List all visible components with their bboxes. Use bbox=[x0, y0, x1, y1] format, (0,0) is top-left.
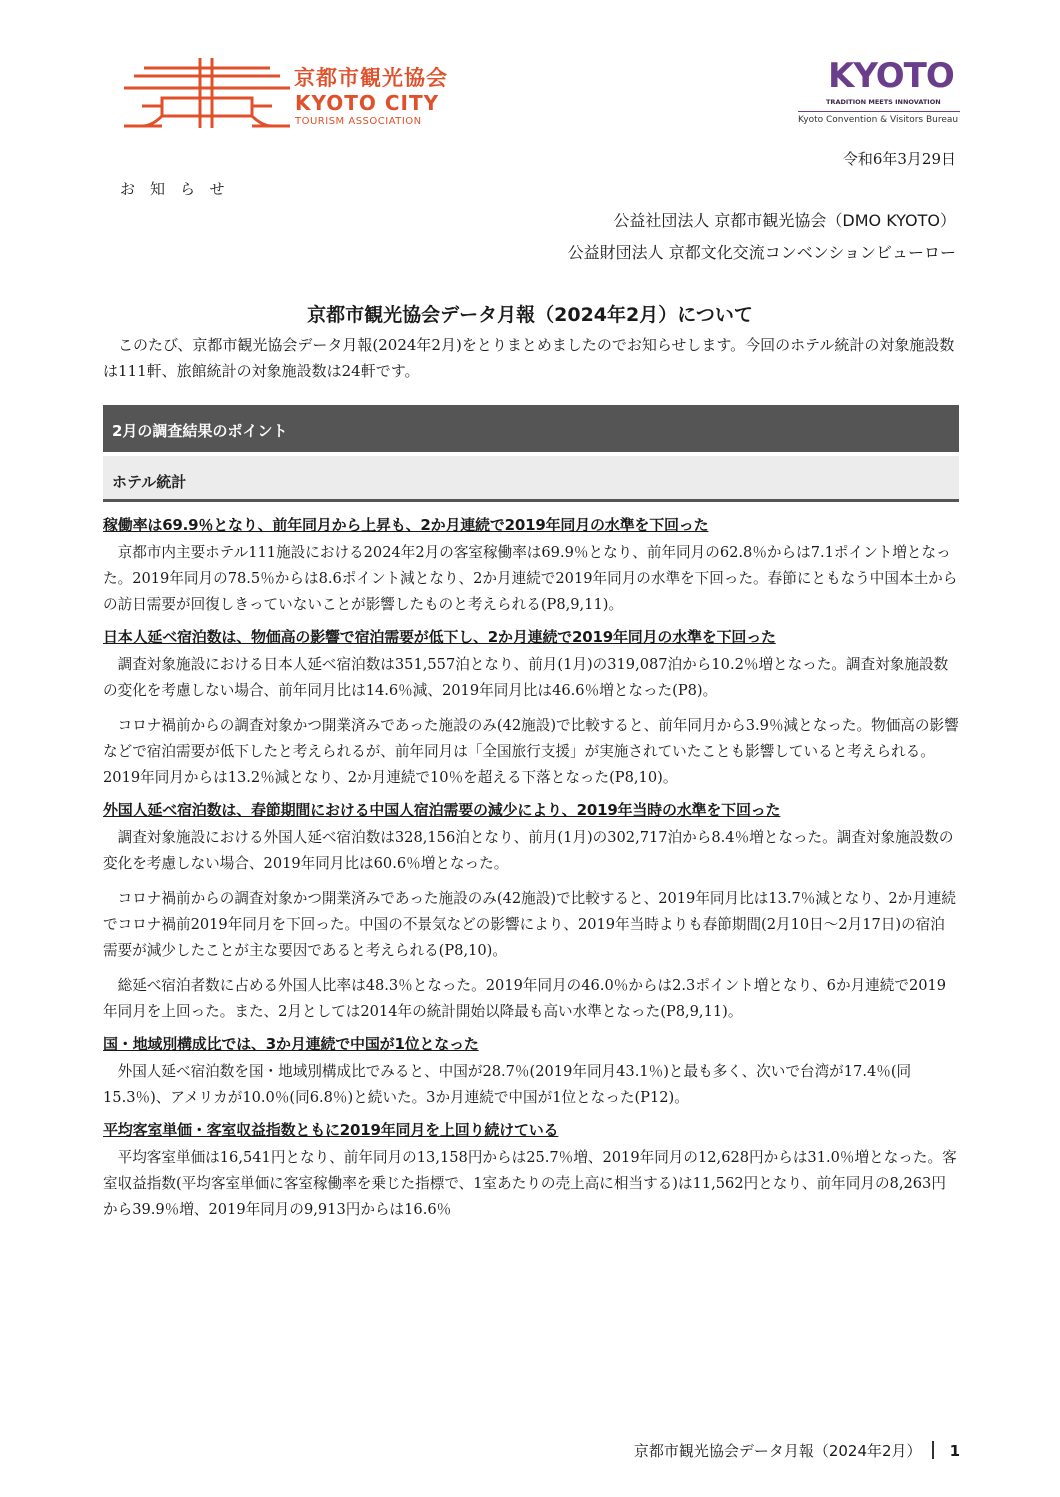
logo-name-jp: 京都市観光協会 bbox=[294, 66, 448, 90]
finding-paragraph: コロナ禍前からの調査対象かつ開業済みであった施設のみ(42施設)で比較すると、2019年同月比は13.7％減となり、2か月連続でコロナ禍前2019年同月を下回った。中国の不景気などの影響により、2019年当時よりも春節期間(2月10日～2月17日)の宿泊需要が減少したことが主な要因であると考えられる(P8,10)。 bbox=[103, 890, 957, 959]
finding-heading: 稼働率は69.9％となり、前年同月から上昇も、2か月連続で2019年同月の水準を下回った bbox=[103, 516, 709, 534]
section-band bbox=[103, 405, 959, 452]
kyoto-convention-bureau-logo bbox=[790, 56, 960, 130]
kyoto-city-tourism-emblem-icon bbox=[122, 58, 292, 130]
finding-paragraph: コロナ禍前からの調査対象かつ開業済みであった施設のみ(42施設)で比較すると、前年同月から3.9％減となった。物価高の影響などで宿泊需要が低下したと考えられるが、前年同月は「全国旅行支援」が実施されていたことも影響していると考えられる。2019年同月からは13.2％減となり、2か月連続で10％を超える下落となった(P8,10)。 bbox=[103, 717, 959, 786]
page-number: 1 bbox=[949, 1442, 960, 1460]
finding-paragraph: 調査対象施設における日本人延べ宿泊数は351,557泊となり、前月(1月)の319,087泊から10.2％増となった。調査対象施設数の変化を考慮しない場合、前年同月比は14.6％減、2019年同月比は46.6％増となった(P8)。 bbox=[103, 656, 949, 699]
logo-bureau-name: Kyoto Convention & Visitors Bureau bbox=[798, 115, 959, 125]
finding-occupancy bbox=[103, 512, 959, 618]
finding-paragraph: 総延べ宿泊者数に占める外国人比率は48.3％となった。2019年同月の46.0％からは2.3ポイント増となり、6か月連続で2019年同月を上回った。また、2月としては2014年の統計開始以降最も高い水準となった(P8,9,11)。 bbox=[103, 977, 947, 1020]
logo-tagline: TRADITION MEETS INNOVATION bbox=[826, 98, 941, 106]
kyoto-wordmark: KYOTO bbox=[828, 56, 954, 96]
finding-room-rate bbox=[103, 1117, 959, 1223]
intro-text bbox=[103, 332, 959, 384]
issuer-2: 公益財団法人 京都文化交流コンベンションビューロー bbox=[567, 243, 956, 262]
finding-foreign-guests bbox=[103, 797, 959, 1025]
finding-paragraph: 京都市内主要ホテル111施設における2024年2月の客室稼働率は69.9％となり、前年同月の62.8％からは7.1ポイント増となった。2019年同月の78.5％からは8.6ポイント減となり、2か月連続で2019年同月の水準を下回った。春節にともなう中国本土からの訪日需要が回復しきっていないことが影響したものと考えられる(P8,9,11)。 bbox=[103, 544, 958, 613]
finding-heading: 日本人延べ宿泊数は、物価高の影響で宿泊需要が低下し、2か月連続で2019年同月の水準を下回った bbox=[103, 628, 776, 646]
finding-paragraph: 調査対象施設における外国人延べ宿泊数は328,156泊となり、前月(1月)の302,717泊から8.4％増となった。調査対象施設数の変化を考慮しない場合、2019年同月比は60.6％増となった。 bbox=[103, 829, 954, 872]
footer-label: 京都市観光協会データ月報（2024年2月） bbox=[633, 1442, 922, 1460]
notice-label: お知らせ bbox=[120, 180, 240, 198]
logo-name-en-sub: TOURISM ASSOCIATION bbox=[295, 116, 422, 127]
subsection-band-label: ホテル統計 bbox=[112, 473, 187, 491]
issuer-1: 公益社団法人 京都市観光協会（DMO KYOTO） bbox=[613, 211, 956, 230]
intro-paragraph: このたび、京都市観光協会データ月報(2024年2月)をとりまとめましたのでお知らせします。今回のホテル統計の対象施設数は111軒、旅館統計の対象施設数は24軒です。 bbox=[103, 336, 955, 380]
footer-separator bbox=[932, 1441, 934, 1459]
finding-heading: 平均客室単価・客室収益指数ともに2019年同月を上回り続けている bbox=[103, 1121, 559, 1139]
document-title: 京都市観光協会データ月報（2024年2月）について bbox=[307, 304, 753, 326]
findings-body bbox=[103, 512, 959, 1229]
page-footer bbox=[634, 1440, 960, 1461]
section-band-label: 2月の調査結果のポイント bbox=[112, 422, 288, 440]
finding-country-share bbox=[103, 1031, 959, 1111]
logo-divider bbox=[798, 111, 960, 112]
kyoto-city-tourism-association-logo bbox=[122, 58, 482, 130]
finding-paragraph: 外国人延べ宿泊数を国・地域別構成比でみると、中国が28.7％(2019年同月43.1％)と最も多く、次いで台湾が17.4％(同15.3％)、アメリカが10.0％(同6.8％)と続いた。3か月連続で中国が1位となった(P12)。 bbox=[103, 1063, 912, 1106]
subsection-band bbox=[103, 456, 959, 502]
finding-paragraph: 平均客室単価は16,541円となり、前年同月の13,158円からは25.7％増、2019年同月の12,628円からは31.0％増となった。客室収益指数(平均客室単価に客室稼働率を乗じた指標で、1室あたりの売上高に相当する)は11,562円となり、前年同月の8,263円から39.9％増、2019年同月の9,913円からは16.6％ bbox=[103, 1149, 957, 1218]
finding-japanese-guests bbox=[103, 624, 959, 791]
publication-date: 令和6年3月29日 bbox=[842, 150, 956, 168]
logo-name-en: KYOTO CITY bbox=[295, 91, 440, 115]
finding-heading: 外国人延べ宿泊数は、春節期間における中国人宿泊需要の減少により、2019年当時の水準を下回った bbox=[103, 801, 781, 819]
finding-heading: 国・地域別構成比では、3か月連続で中国が1位となった bbox=[103, 1035, 479, 1053]
